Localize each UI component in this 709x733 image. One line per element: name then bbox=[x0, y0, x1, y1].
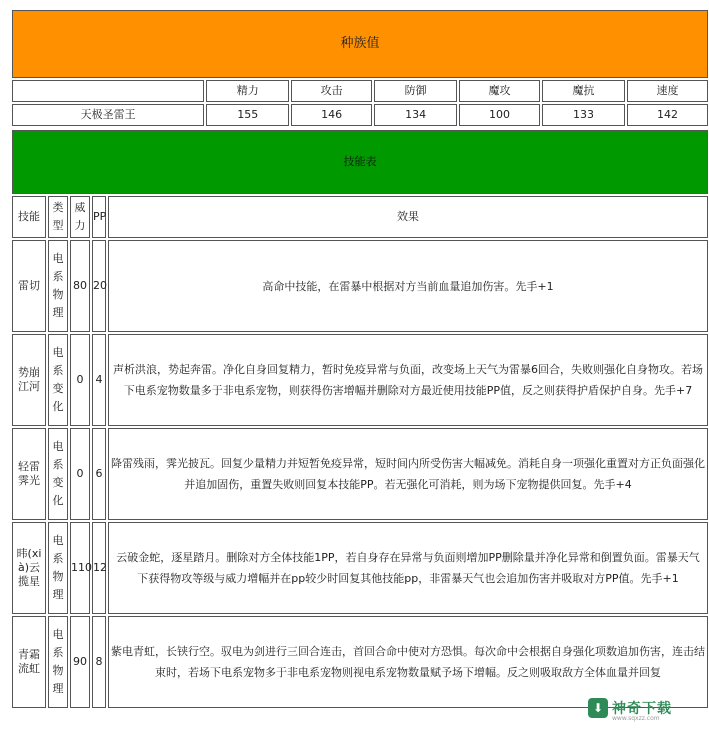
skill-power: 0 bbox=[70, 334, 90, 426]
skill-effect: 云破金蛇，逐星踏月。删除对方全体技能1PP，若自身存在异常与负面则增加PP删除量并净化异常和倒置负面。雷暴天气下获得物攻等级与威力增幅并在pp较少时回复其他技能pp，非雷暴天气也会追加伤害并吸取对方PP值。先手+1 bbox=[108, 522, 708, 614]
race-header-spdef: 魔抗 bbox=[542, 80, 625, 102]
skill-effect: 紫电青虹，长铗行空。驭电为剑进行三回合连击，首回合命中使对方恐惧。每次命中会根据自身强化项数追加伤害，连击结束时，若场下电系宠物多于非电系宠物则视电系宠物数量赋予场下增幅。反之则吸取敌方全体血量并回复 bbox=[108, 616, 708, 708]
skill-name bbox=[12, 334, 46, 426]
skill-power: 90 bbox=[70, 616, 90, 708]
skill-type: 电系变化 bbox=[52, 346, 64, 413]
skill-type: 电系变化 bbox=[52, 440, 64, 507]
race-header-row bbox=[12, 80, 708, 102]
skill-power: 110 bbox=[70, 522, 90, 614]
skill-row bbox=[12, 240, 708, 332]
skill-row bbox=[12, 428, 708, 520]
race-header-def: 防御 bbox=[374, 80, 457, 102]
skill-header-effect: 效果 bbox=[108, 196, 708, 238]
skill-name bbox=[12, 616, 46, 708]
skill-effect: 降雷残雨，霁光披瓦。回复少量精力并短暂免疫异常，短时间内所受伤害大幅减免。消耗自身一项强化重置对方正负面强化并追加固伤，重置失败则回复本技能PP。若无强化可消耗，则为场下宠物提供回复。先手+4 bbox=[108, 428, 708, 520]
race-table-title: 种族值 bbox=[12, 10, 708, 78]
skill-type: 电系物理 bbox=[52, 252, 64, 319]
skill-row bbox=[12, 522, 708, 614]
skill-header-row bbox=[12, 196, 708, 238]
race-value-spatk: 100 bbox=[459, 104, 540, 126]
skill-name-text: 轻雷霁光 bbox=[18, 460, 40, 487]
skill-table-title: 技能表 bbox=[12, 130, 708, 194]
skill-header-name: 技能 bbox=[12, 196, 46, 238]
skill-header-pp: PP bbox=[92, 196, 106, 238]
race-header-blank bbox=[12, 80, 204, 102]
skill-name bbox=[12, 522, 46, 614]
race-header-hp: 精力 bbox=[206, 80, 289, 102]
skill-header-power-cell bbox=[70, 196, 90, 238]
race-value-hp: 155 bbox=[206, 104, 289, 126]
skill-pp: 12 bbox=[92, 522, 106, 614]
skill-row bbox=[12, 334, 708, 426]
race-value-table bbox=[10, 8, 709, 128]
skill-type-cell bbox=[48, 428, 68, 520]
site-watermark bbox=[588, 694, 706, 722]
skill-header-type-cell bbox=[48, 196, 68, 238]
skill-header-type: 类型 bbox=[52, 201, 64, 232]
skill-type: 电系物理 bbox=[52, 628, 64, 695]
skill-pp: 6 bbox=[92, 428, 106, 520]
skill-type-cell bbox=[48, 334, 68, 426]
skill-pp: 8 bbox=[92, 616, 106, 708]
race-value-spdef: 133 bbox=[542, 104, 625, 126]
skill-power: 0 bbox=[70, 428, 90, 520]
skill-type-cell bbox=[48, 616, 68, 708]
skill-table bbox=[10, 128, 709, 710]
page-frame bbox=[10, 8, 709, 710]
skill-name-text: 青霜流虹 bbox=[18, 648, 40, 675]
skill-name bbox=[12, 428, 46, 520]
pet-name: 天极圣雷王 bbox=[12, 104, 204, 126]
race-value-atk: 146 bbox=[291, 104, 372, 126]
skill-type-cell bbox=[48, 522, 68, 614]
skill-type: 电系物理 bbox=[52, 534, 64, 601]
race-header-atk: 攻击 bbox=[291, 80, 372, 102]
skill-power: 80 bbox=[70, 240, 90, 332]
skill-type-cell bbox=[48, 240, 68, 332]
race-value-spd: 142 bbox=[627, 104, 708, 126]
skill-name: 雷切 bbox=[12, 240, 46, 332]
skill-name-text: 势崩江河 bbox=[18, 366, 40, 393]
skill-pp: 4 bbox=[92, 334, 106, 426]
race-header-spatk: 魔攻 bbox=[459, 80, 540, 102]
skill-pp: 20 bbox=[92, 240, 106, 332]
watermark-url: www.sqxzz.com bbox=[612, 715, 660, 722]
skill-header-power: 威力 bbox=[74, 201, 86, 232]
skill-effect: 高命中技能，在雷暴中根据对方当前血量追加伤害。先手+1 bbox=[108, 240, 708, 332]
race-value-row bbox=[12, 104, 708, 126]
skill-effect: 声析洪浪，势起奔雷。净化自身回复精力，暂时免疫异常与负面，改变场上天气为雷暴6回合，失败则强化自身物攻。若场下电系宠物数量多于非电系宠物，则获得伤害增幅并删除对方最近使用技能PP值，反之则获得护盾保护自身。先手+7 bbox=[108, 334, 708, 426]
watermark-text: 神奇下载 bbox=[612, 701, 672, 717]
race-header-spd: 速度 bbox=[627, 80, 708, 102]
skill-name-text: 𬀩(xià)云揽星 bbox=[16, 547, 42, 588]
race-value-def: 134 bbox=[374, 104, 457, 126]
download-logo-icon: ⬇ bbox=[588, 698, 608, 718]
